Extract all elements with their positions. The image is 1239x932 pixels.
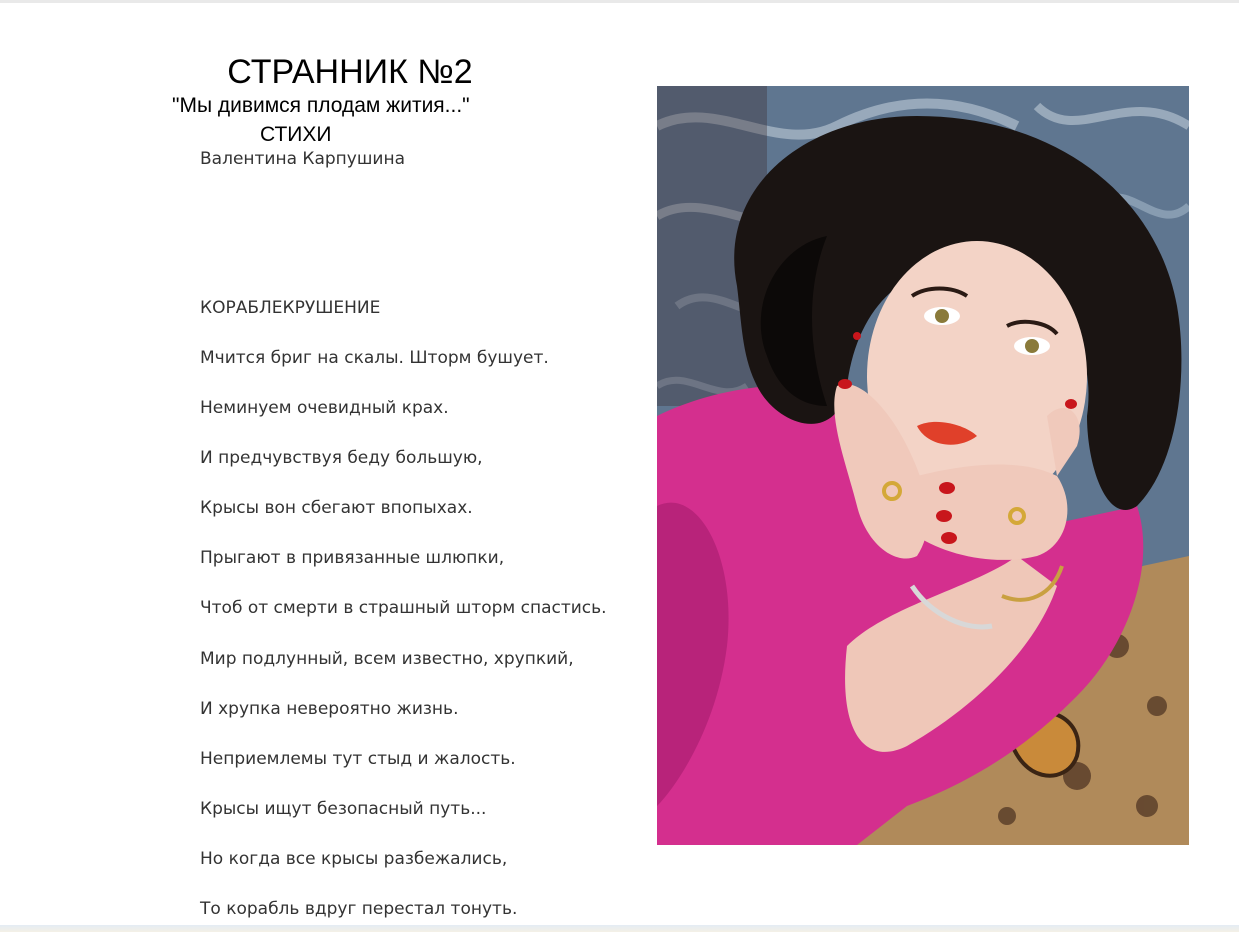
poem-line: И хрупка невероятно жизнь.	[200, 698, 459, 719]
page-subtitle: "Мы дивимся плодам жития..."	[172, 94, 470, 117]
left-iris	[935, 309, 949, 323]
poem-line: То корабль вдруг перестал тонуть.	[200, 899, 518, 920]
poem-line: Неминуем очевидный крах.	[200, 398, 449, 419]
poem-line: Чтоб от смерти в страшный шторм спастись.	[200, 598, 607, 619]
earring	[853, 332, 861, 340]
poem-line: И предчувствуя беду большую,	[200, 448, 483, 469]
genre-label: СТИХИ	[260, 123, 332, 146]
bottom-border	[0, 925, 1239, 932]
poem-line: Мир подлунный, всем известно, хрупкий,	[200, 648, 574, 669]
poem-line: Крысы ищут безопасный путь...	[200, 798, 487, 819]
poem-line: Неприемлемы тут стыд и жалость.	[200, 748, 516, 769]
poem-title: КОРАБЛЕКРУШЕНИЕ	[200, 298, 381, 318]
poem-body	[200, 347, 607, 932]
author-photo	[657, 86, 1189, 845]
poem-line: Прыгают в привязанные шлюпки,	[200, 548, 505, 569]
author-name: Валентина Карпушина	[200, 149, 405, 169]
right-iris	[1025, 339, 1039, 353]
poem-line: Мчится бриг на скалы. Шторм бушует.	[200, 348, 549, 368]
page-title: СТРАННИК №2	[227, 53, 473, 91]
poem-line: Крысы вон сбегают впопыхах.	[200, 498, 473, 519]
top-border	[0, 0, 1239, 3]
poem-line: Но когда все крысы разбежались,	[200, 848, 508, 869]
